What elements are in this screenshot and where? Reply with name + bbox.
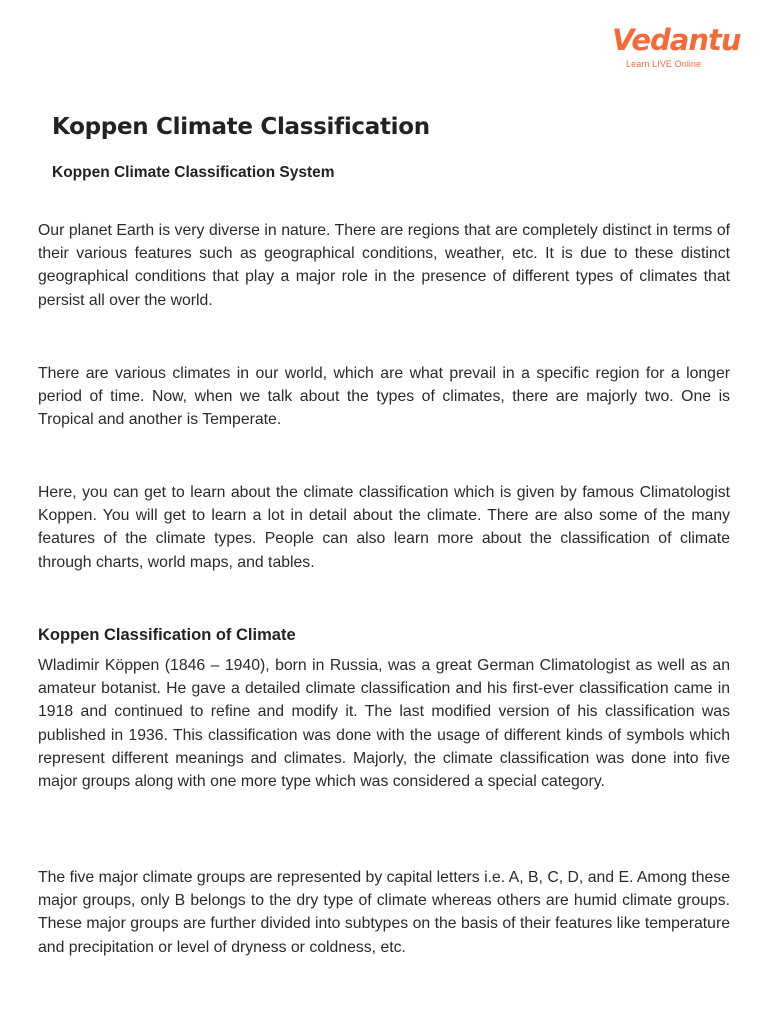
section-heading: Koppen Classification of Climate — [38, 626, 296, 644]
logo-wordmark: Vedantu — [612, 23, 741, 57]
intro-paragraph-3: Here, you can get to learn about the climate classification which is given by famous Climatologist Koppen. You will get to learn a lot in detail about the climate. There are also some of the many features of the climate types. People can also learn more about the classification of climate through charts, world maps, and tables. — [38, 484, 730, 571]
intro-paragraph-1: Our planet Earth is very diverse in nature. There are regions that are completely distinct in terms of their various features such as geographical conditions, weather, etc. It is due to these distinct geographical conditions that play a major role in the presence of different types of climates that persist all over the world. — [38, 222, 730, 309]
logo-tagline: Learn LIVE Online — [626, 59, 702, 69]
section-paragraph-2: The five major climate groups are represented by capital letters i.e. A, B, C, D, and E. Among these major groups, only B belongs to the dry type of climate whereas others are humid climate groups. These major groups are further divided into subtypes on the basis of their features like temperature and precipitation or level of dryness or coldness, etc. — [38, 869, 730, 956]
page-subtitle: Koppen Climate Classification System — [52, 164, 335, 181]
intro-paragraph-2: There are various climates in our world, which are what prevail in a specific region for a longer period of time. Now, when we talk about the types of climates, there are majorly two. One is Tropical and another is Temperate. — [38, 365, 730, 429]
section-paragraph-1: Wladimir Köppen (1846 – 1940), born in Russia, was a great German Climatologist as well as an amateur botanist. He gave a detailed climate classification and his first-ever classification came in 1918 and continued to refine and modify it. The last modified version of his classification was published in 1936. This classification was done with the usage of different kinds of symbols which represent different meanings and climates. Majorly, the climate classification was done into five major groups along with one more type which was considered a special category. — [38, 657, 730, 791]
page-title: Koppen Climate Classification — [52, 114, 430, 140]
vedantu-logo[interactable] — [612, 22, 741, 72]
